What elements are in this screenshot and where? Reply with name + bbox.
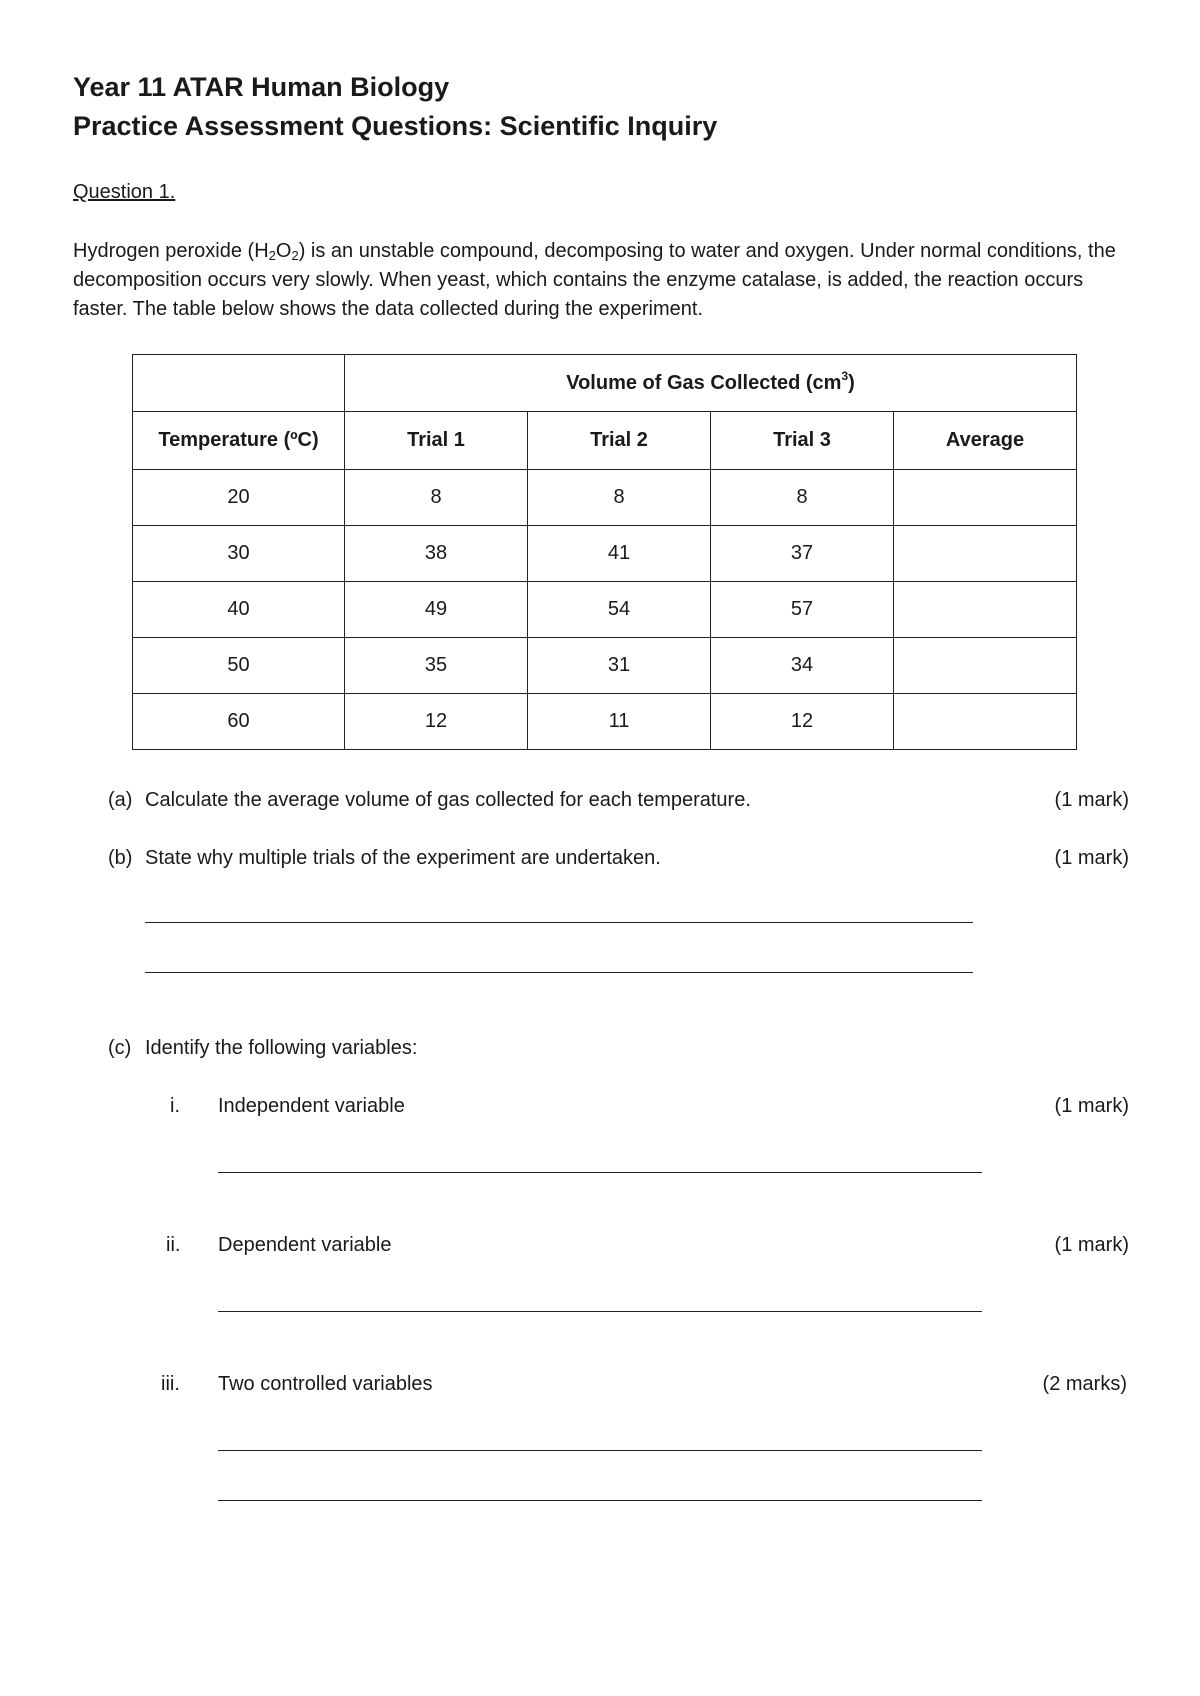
part-b-text: State why multiple trials of the experiment are undertaken. <box>145 847 661 869</box>
table-cell: 40 <box>133 582 345 638</box>
average-cell[interactable] <box>894 582 1077 638</box>
part-c-ii-label: ii. <box>166 1234 181 1256</box>
column-header: Trial 2 <box>528 412 711 470</box>
answer-line[interactable] <box>145 922 973 923</box>
part-c-label: (c) <box>108 1037 132 1059</box>
part-c-ii-marks: (1 mark) <box>1054 1234 1129 1256</box>
answer-line[interactable] <box>218 1450 982 1451</box>
question-intro: Hydrogen peroxide $(H_2O_2)$ is an unstable compound, decomposing to water and oxygen. Under normal conditions, the decomposition occurs very slowly. When yeast, which contains the enzyme catalase, is added, the reaction occurs faster. The table below shows the data collected during the experiment. <box>73 240 1116 320</box>
average-cell[interactable] <box>894 694 1077 750</box>
part-c-i-text: Independent variable <box>218 1095 405 1117</box>
part-b-label: (b) <box>108 847 133 869</box>
answer-line[interactable] <box>218 1311 982 1312</box>
table-group-header-row <box>133 355 1077 412</box>
column-header: Average <box>894 412 1077 470</box>
document-title: Year 11 ATAR Human Biology <box>73 72 450 102</box>
table-cell: 11 <box>528 694 711 750</box>
table-cell: 12 <box>711 694 894 750</box>
average-cell[interactable] <box>894 526 1077 582</box>
column-header: Trial 1 <box>345 412 528 470</box>
table-cell: 12 <box>345 694 528 750</box>
part-c-i-label: i. <box>170 1095 180 1117</box>
table-cell: 8 <box>711 470 894 526</box>
part-a-marks: (1 mark) <box>1054 789 1129 811</box>
part-c-iii-marks: (2 marks) <box>1042 1373 1127 1395</box>
question-label: Question 1. <box>73 181 176 203</box>
table-cell: 49 <box>345 582 528 638</box>
answer-line[interactable] <box>218 1172 982 1173</box>
table-cell: 41 <box>528 526 711 582</box>
table-cell: 54 <box>528 582 711 638</box>
part-c-text: Identify the following variables: <box>145 1037 418 1059</box>
column-header: Temperature (ºC) <box>133 412 345 470</box>
part-c-i-marks: (1 mark) <box>1054 1095 1129 1117</box>
table-corner-cell <box>133 355 345 412</box>
data-table <box>132 354 1077 750</box>
average-cell[interactable] <box>894 638 1077 694</box>
table-header-row <box>133 412 1077 470</box>
average-cell[interactable] <box>894 470 1077 526</box>
table-row <box>133 582 1077 638</box>
table-row <box>133 638 1077 694</box>
table-cell: 34 <box>711 638 894 694</box>
answer-line[interactable] <box>218 1500 982 1501</box>
table-cell: 8 <box>345 470 528 526</box>
part-a-text: Calculate the average volume of gas collected for each temperature. <box>145 789 751 811</box>
table-cell: 57 <box>711 582 894 638</box>
table-cell: 50 <box>133 638 345 694</box>
part-c-iii-text: Two controlled variables <box>218 1373 433 1395</box>
table-cell: 37 <box>711 526 894 582</box>
table-row <box>133 526 1077 582</box>
part-a-label: (a) <box>108 789 133 811</box>
part-c-ii-text: Dependent variable <box>218 1234 392 1256</box>
table-cell: 20 <box>133 470 345 526</box>
table-cell: 60 <box>133 694 345 750</box>
part-c-iii-label: iii. <box>161 1373 180 1395</box>
table-cell: 8 <box>528 470 711 526</box>
table-group-header: Volume of Gas Collected $(cm^3)$ <box>345 355 1077 412</box>
table-cell: 31 <box>528 638 711 694</box>
part-b-marks: (1 mark) <box>1054 847 1129 869</box>
table-cell: 30 <box>133 526 345 582</box>
table-cell: 38 <box>345 526 528 582</box>
table-row <box>133 694 1077 750</box>
column-header: Trial 3 <box>711 412 894 470</box>
document-subtitle: Practice Assessment Questions: Scientific Inquiry <box>73 111 718 141</box>
answer-line[interactable] <box>145 972 973 973</box>
table-row <box>133 470 1077 526</box>
table-cell: 35 <box>345 638 528 694</box>
